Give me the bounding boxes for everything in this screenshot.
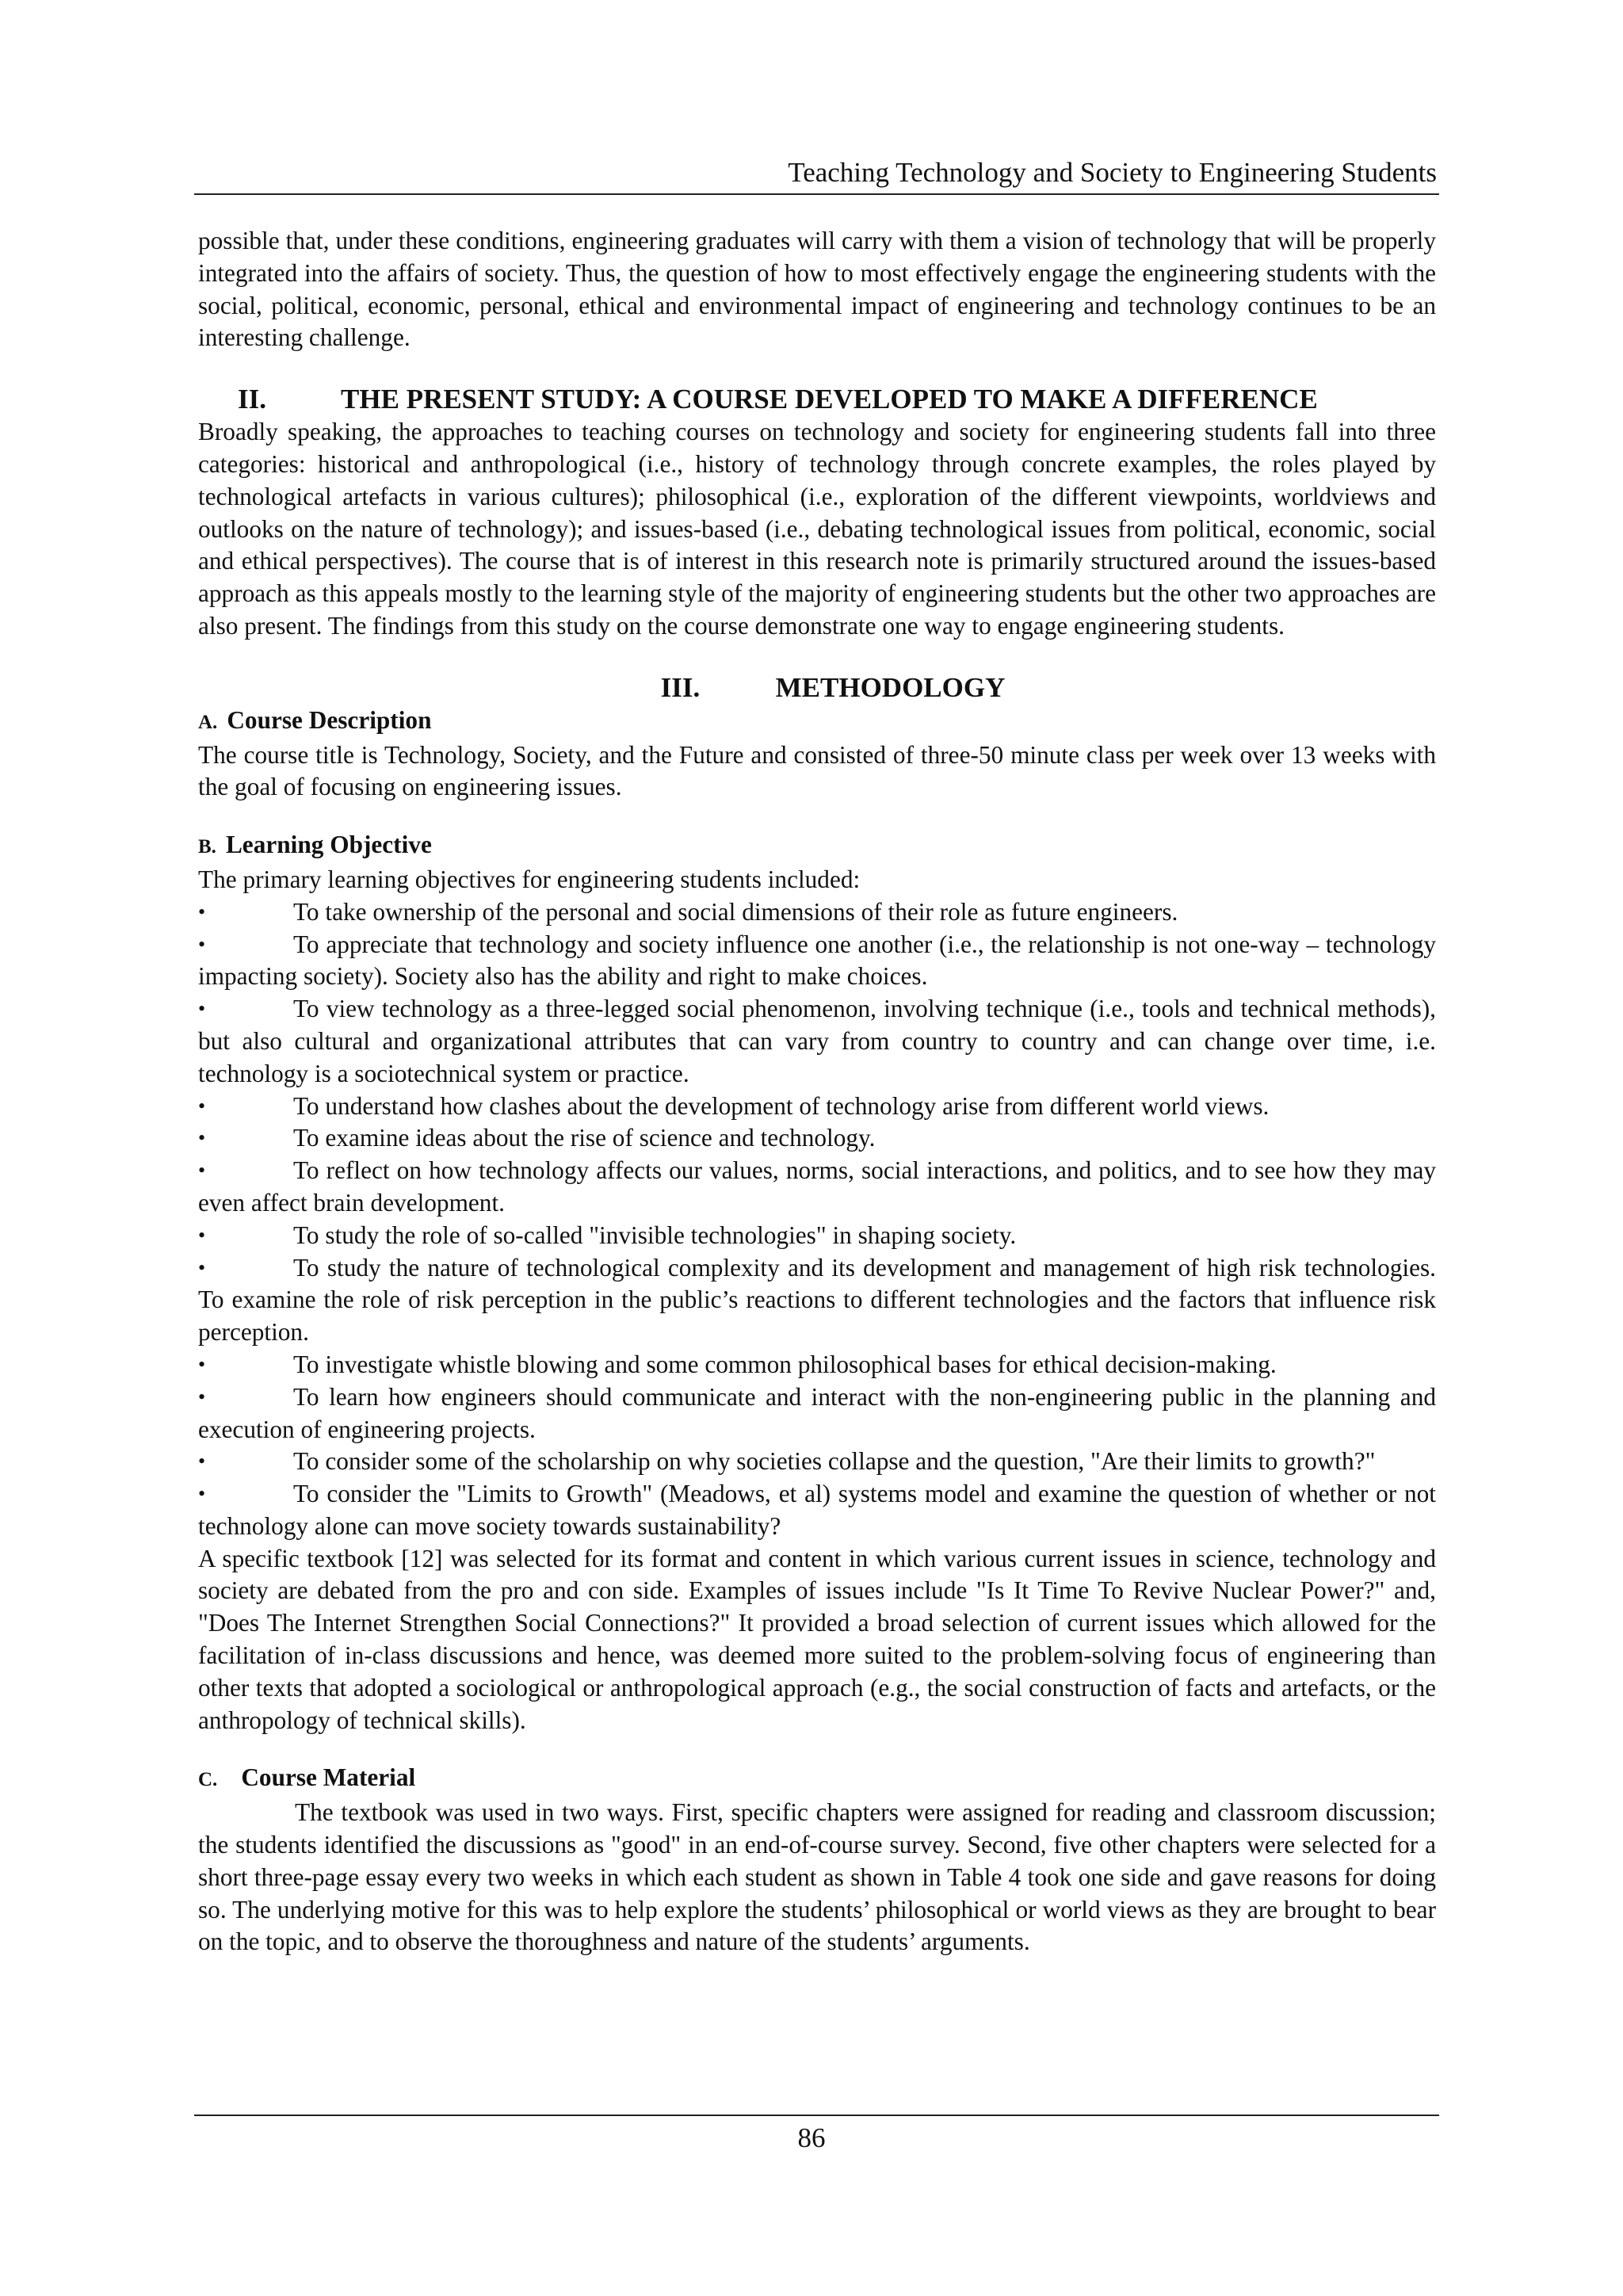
section-3-number: III. (660, 671, 701, 703)
page-number: 86 (797, 2122, 826, 2153)
subsection-a-letter: A. (198, 711, 218, 733)
bullet-icon: • (198, 900, 206, 923)
list-item: • To understand how clashes about the development of technology arise from different world views. (198, 1091, 1436, 1123)
section-3-title: METHODOLOGY (775, 671, 1006, 703)
bullet-icon: • (198, 1094, 206, 1117)
bullet-icon: • (198, 1223, 206, 1247)
list-item: • To study the role of so-called "invisible technologies" in shaping society. (198, 1220, 1436, 1252)
bullet-icon: • (198, 1159, 206, 1182)
section-2-number: II. (238, 384, 266, 415)
bullet-icon: • (198, 1126, 206, 1150)
subsection-c-paragraph: The textbook was used in two ways. First, specific chapters were assigned for reading and classroom discussion; the students identified the discussions as "good" in an end-of-course survey. Second, five other chapters were selected for a short three-page essay every two weeks in which each student as shown in Table 4 took one side and gave reasons for doing so. The underlying motive for this was to help explore the students’ philosophical or world views as they are brought to bear on the topic, and to observe the thoroughness and nature of the students’ arguments. (198, 1798, 1436, 1956)
section-3-heading (198, 671, 1436, 705)
subsection-b-letter: B. (198, 836, 216, 858)
subsection-a-heading (198, 705, 1436, 739)
list-item: • To reflect on how technology affects our values, norms, social interactions, and politics, and to see how they may even affect brain development. (198, 1156, 1436, 1217)
bullet-icon: • (198, 1255, 206, 1279)
bullet-icon: • (198, 997, 206, 1021)
intro-paragraph: possible that, under these conditions, engineering graduates will carry with them a vision of technology that will be properly integrated into the affairs of society. Thus, the question of how to most effectively engage the engineering students with the social, political, economic, personal, ethical and environmental impact of engineering and technology continues to be an interesting challenge. (198, 227, 1436, 352)
section-2-title: THE PRESENT STUDY: A COURSE DEVELOPED TO MAKE A DIFFERENCE (341, 384, 1318, 415)
footer-rule (194, 2115, 1439, 2116)
section-2-paragraph: Broadly speaking, the approaches to teaching courses on technology and society for engineering students fall into three categories: historical and anthropological (i.e., history of technology through concrete examples, the roles played by technological artefacts in various cultures); philosophical (i.e., exploration of the different viewpoints, worldviews and outlooks on the nature of technology); and issues-based (i.e., debating technological issues from political, economic, social and ethical perspectives). The course that is of interest in this research note is primarily structured around the issues-based approach as this appeals mostly to the learning style of the majority of engineering students but the other two approaches are also present. The findings from this study on the course demonstrate one way to engage engineering students. (198, 418, 1436, 640)
bullet-icon: • (198, 1385, 206, 1408)
list-item: • To learn how engineers should communicate and interact with the non-engineering public in the planning and execution of engineering projects. (198, 1382, 1436, 1443)
page-content (198, 225, 1436, 1958)
bullet-icon: • (198, 932, 206, 956)
list-item: • To investigate whistle blowing and some common philosophical bases for ethical decision-making. (198, 1349, 1436, 1381)
list-item: • To study the nature of technological complexity and its development and management of high risk technologies. To examine the role of risk perception in the public’s reactions to different technologies and the factors that influence risk perception. (198, 1253, 1436, 1347)
bullet-icon: • (198, 1482, 206, 1506)
bullet-icon: • (198, 1352, 206, 1376)
subsection-b-heading (198, 829, 1436, 864)
subsection-a-paragraph: The course title is Technology, Society, and the Future and consisted of three-50 minute class per week over 13 weeks with the goal of focusing on engineering issues. (198, 740, 1436, 801)
list-item: • To appreciate that technology and society influence one another (i.e., the relationship is not one-way – technology impacting society). Society also has the ability and right to make choices. (198, 930, 1436, 991)
subsection-b-title: Learning Objective (225, 831, 432, 859)
header-rule (194, 193, 1439, 195)
learning-objectives-lead: The primary learning objectives for engineering students included: (198, 865, 861, 893)
textbook-paragraph: A specific textbook [12] was selected for its format and content in which various current issues in science, technology and society are debated from the pro and con side. Examples of issues include "Is It Time To Revive Nuclear Power?" and, "Does The Internet Strengthen Social Connections?" It provided a broad selection of current issues which allowed for the facilitation of in-class discussions and hence, was deemed more suited to the problem-solving focus of engineering than other texts that adopted a sociological or anthropological approach (e.g., the social construction of facts and artefacts, or the anthropology of technical skills). (198, 1544, 1436, 1734)
section-2-heading (198, 383, 1436, 416)
learning-objectives-list (198, 896, 1436, 1543)
subsection-a-title: Course Description (227, 705, 432, 734)
subsection-c-title: Course Material (241, 1763, 416, 1792)
bullet-icon: • (198, 1450, 206, 1473)
list-item: • To consider the "Limits to Growth" (Meadows, et al) systems model and examine the question of whether or not technology alone can move society towards sustainability? (198, 1480, 1436, 1540)
subsection-c-letter: C. (198, 1769, 218, 1791)
list-item: • To consider some of the scholarship on why societies collapse and the question, "Are their limits to growth?" (198, 1446, 1436, 1478)
list-item: • To take ownership of the personal and social dimensions of their role as future engineers. (198, 896, 1436, 929)
running-header: Teaching Technology and Society to Engineering Students (788, 157, 1437, 188)
subsection-c-heading (198, 1762, 1436, 1797)
list-item: • To view technology as a three-legged social phenomenon, involving technique (i.e., tools and technical methods), but also cultural and organizational attributes that can vary from country to country and can change over time, i.e. technology is a sociotechnical system or practice. (198, 995, 1436, 1087)
list-item: • To examine ideas about the rise of science and technology. (198, 1122, 1436, 1155)
